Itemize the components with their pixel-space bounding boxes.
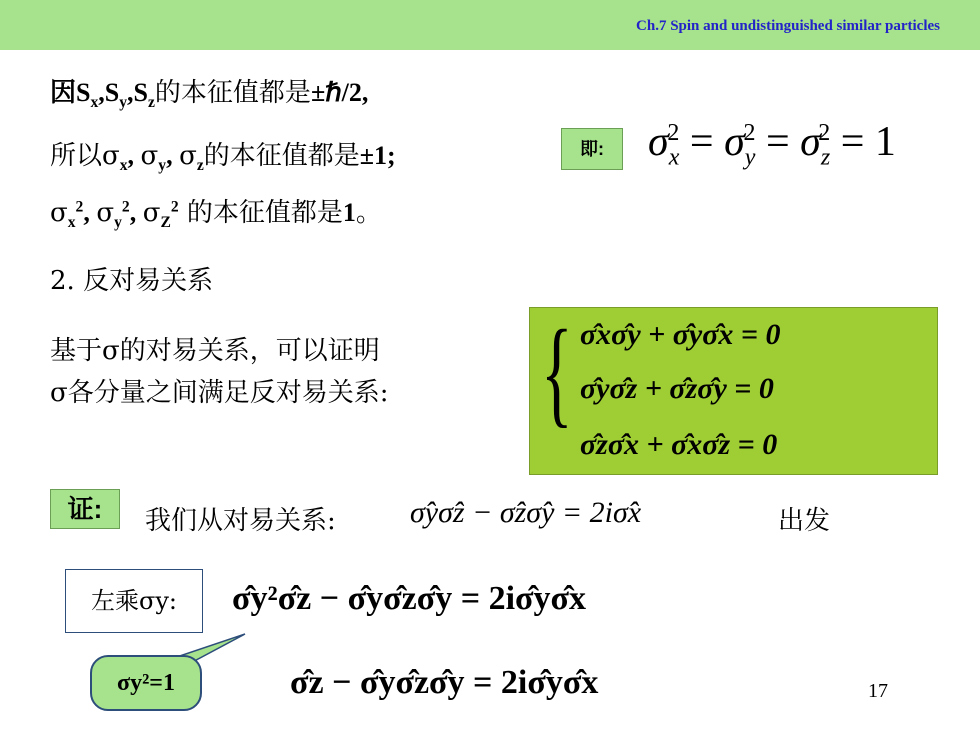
anticommutation-row-1: σ̂xσ̂y + σ̂yσ̂x = 0	[580, 318, 781, 351]
tag-ji: 即:	[561, 128, 623, 170]
left-multiply-label: 左乘σy:	[65, 569, 203, 633]
result-equation: σ̂z − σ̂yσ̂zσ̂y = 2iσ̂yσ̂x	[290, 664, 599, 701]
basis-line-1: 基于σ的对易关系，可以证明	[50, 336, 380, 366]
proof-intro: 我们从对易关系:	[145, 506, 336, 536]
page-number: 17	[868, 680, 888, 702]
anticommutation-row-3: σ̂zσ̂x + σ̂xσ̂z = 0	[580, 428, 778, 461]
basis-line-2: σ各分量之间满足反对易关系:	[50, 378, 389, 408]
line-eigen-sigma: 所以$\sigma_x$, $\sigma_y$, $\sigma_z$的本征值都是±1;	[50, 141, 396, 175]
callout-sigma-y-squared: σy²=1	[90, 655, 202, 711]
proof-start: 出发	[778, 506, 831, 536]
left-multiply-equation: σ̂y²σ̂z − σ̂yσ̂zσ̂y = 2iσ̂yσ̂x	[232, 580, 587, 617]
anticommutation-row-2: σ̂yσ̂z + σ̂zσ̂y = 0	[580, 372, 774, 405]
chapter-title: Ch.7 Spin and undistinguished similar particles	[636, 18, 940, 34]
proof-relation: σ̂yσ̂z − σ̂zσ̂y = 2iσ̂x	[410, 496, 642, 529]
equation-sigma-squares: $\sigma_x^2 = \sigma_y^2 = \sigma_z^2 = 1$	[648, 119, 896, 171]
section-heading: 2. 反对易关系	[50, 266, 214, 296]
line-eigen-s: 因$S_x,S_y,S_z$的本征值都是±ℏ/2,	[50, 78, 369, 112]
left-brace: {	[541, 305, 573, 438]
line-eigen-sigma-squared: $\sigma_x^2$, $\sigma_y^2$, $\sigma_Z^2$ 的本征值都是1。	[50, 198, 382, 232]
proof-tag: 证:	[50, 489, 120, 529]
header-bar	[0, 0, 980, 50]
